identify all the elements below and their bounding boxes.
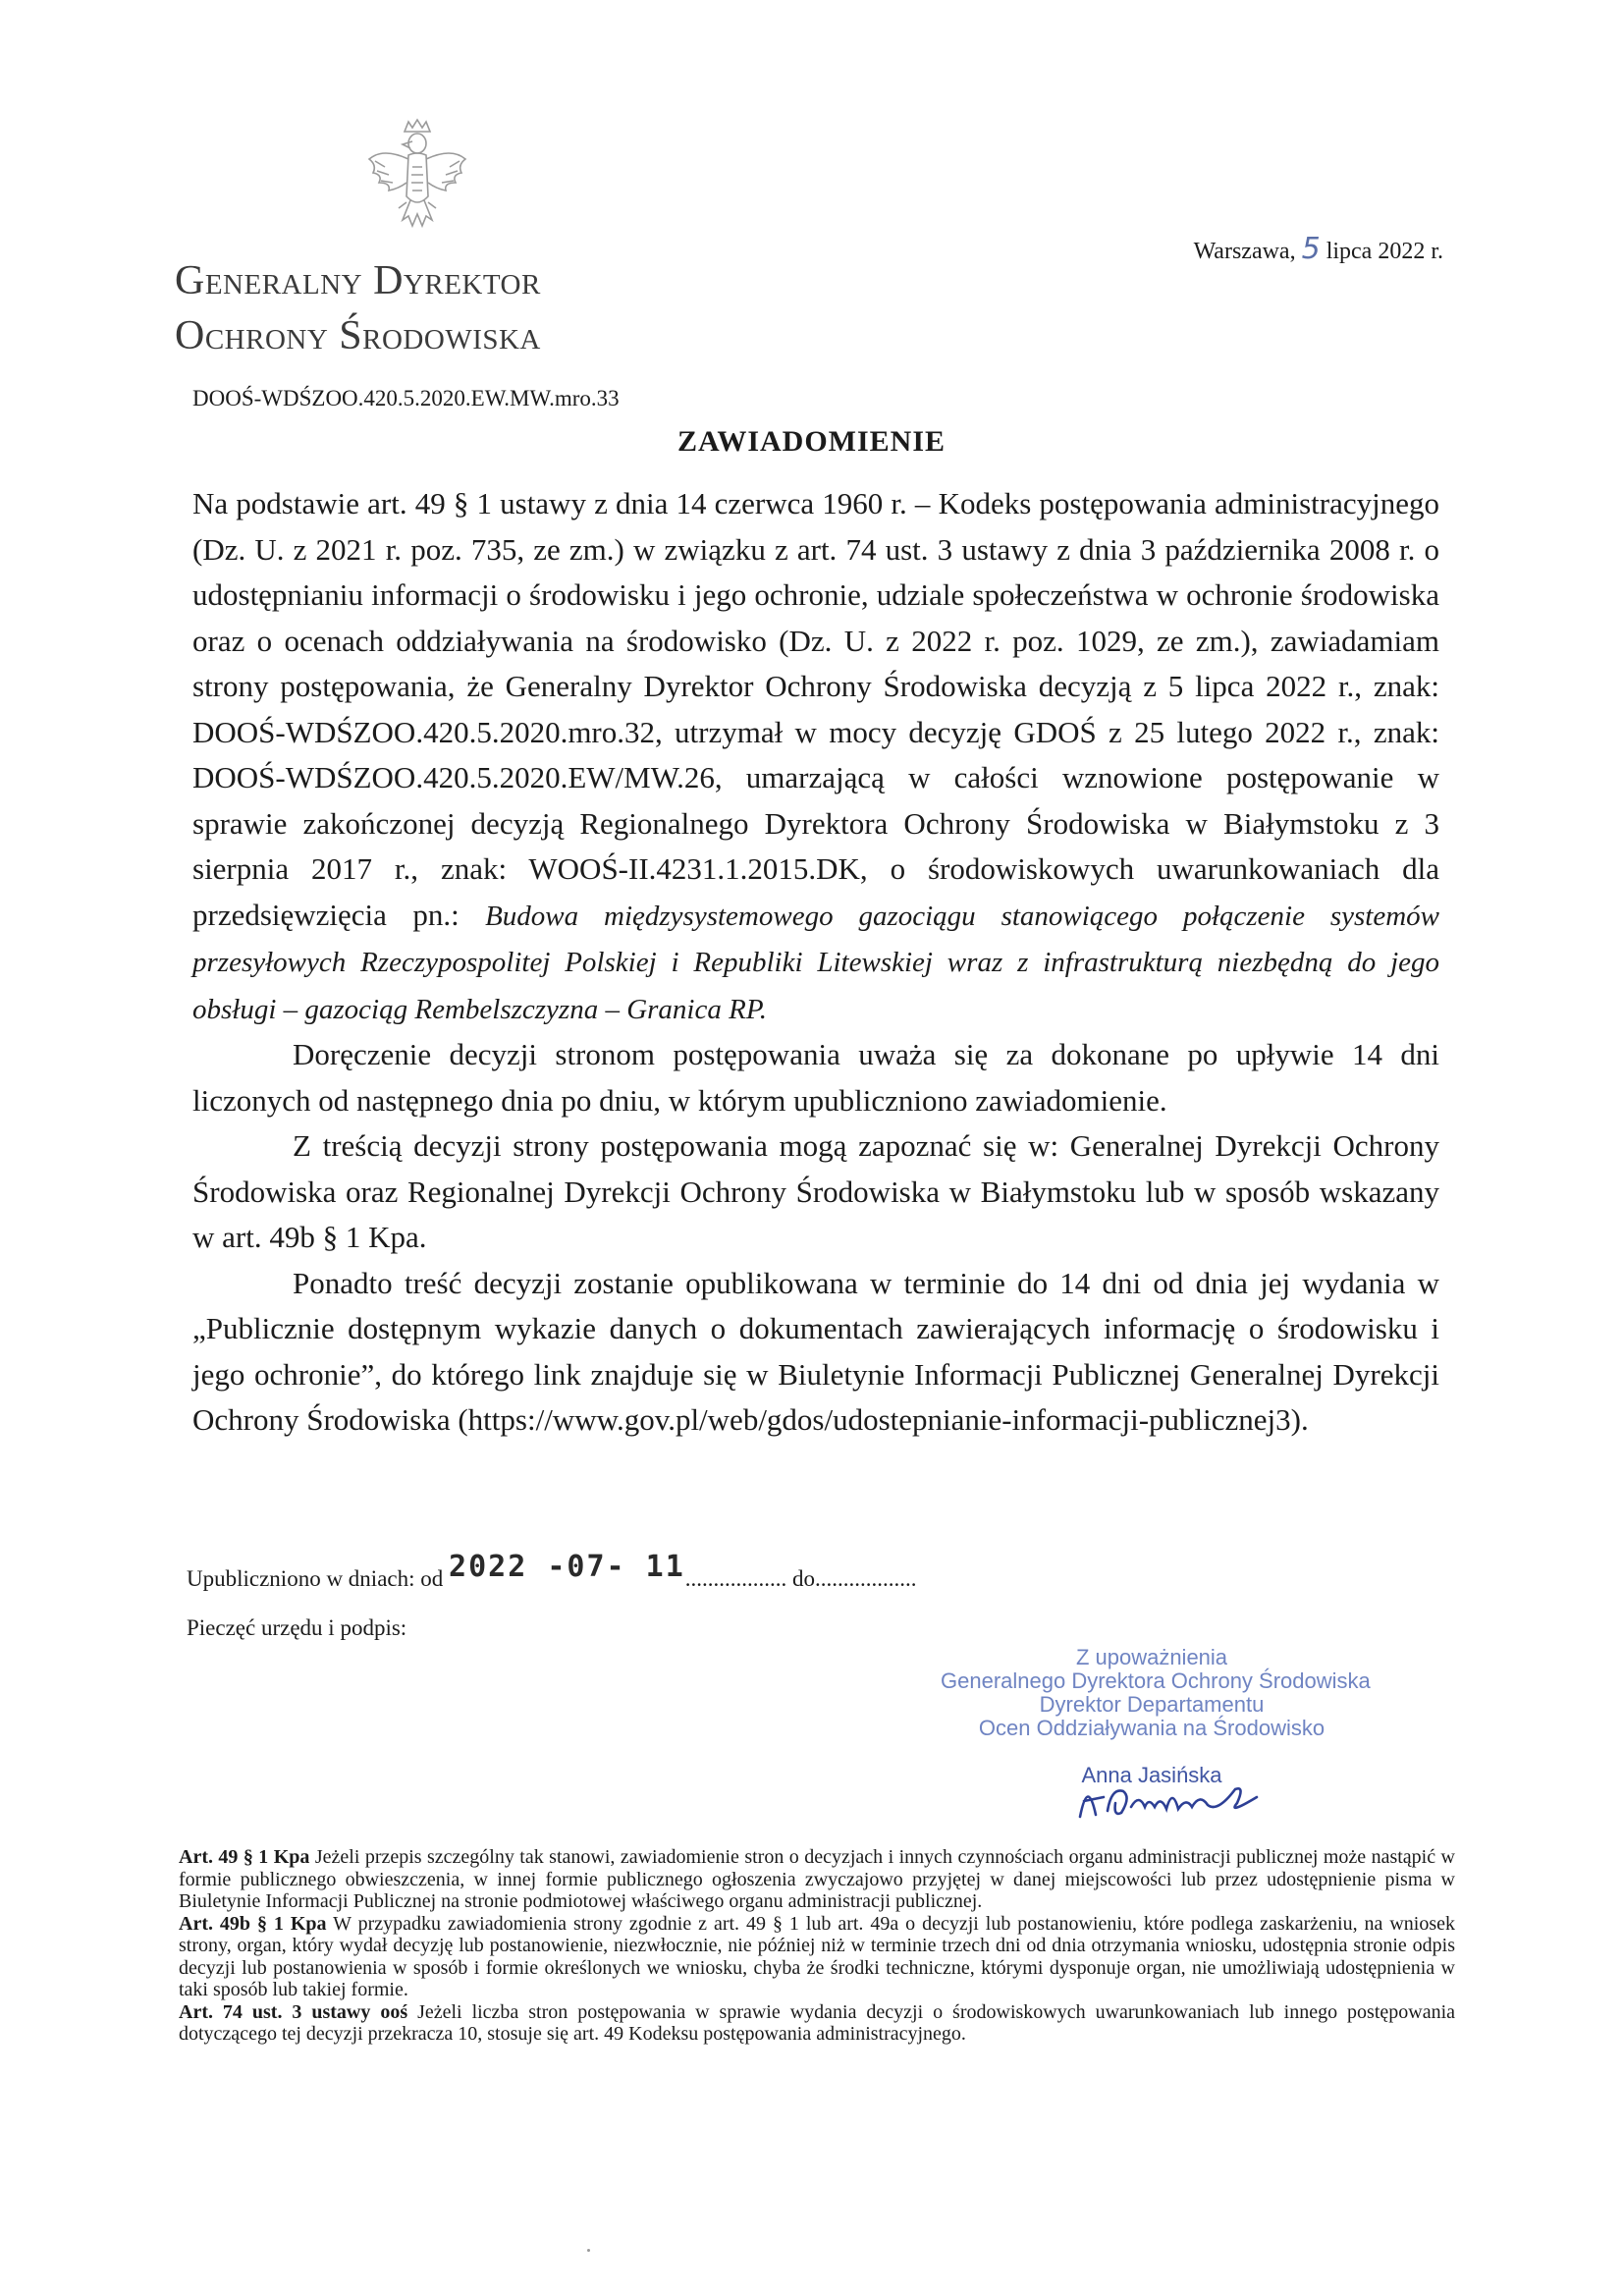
paragraph-2: Doręczenie decyzji stronom postępowania uważa się za dokonane po upływie 14 dni liczonych od następnego dnia po dniu, w którym upubliczniono zawiadomienie. (192, 1037, 1439, 1118)
seal-label: Pieczęć urzędu i podpis: (187, 1615, 407, 1640)
footnote-3-text: Jeżeli liczba stron postępowania w sprawie wydania decyzji o środowiskowych uwarunkowaniach lub innego postępowania dotyczącego tej decyzji przekracza 10, stosuje się art. 49 Kodeksu postępowania administracyjnego. (179, 2000, 1456, 2045)
footnote-2-label: Art. 49b § 1 Kpa (179, 1912, 327, 1935)
publication-from-date: 2022 -07- 11 (449, 1550, 685, 1584)
paragraph-4: Ponadto treść decyzji zostanie opublikowana w terminie do 14 dni od dnia jej wydania w „Publicznie dostępnym wykazie danych o dokumentach zawierających informację o środowisku i jego ochronie”, do którego link znajduje się w Biuletynie Informacji Publicznej Generalnej Dyrekcji Ochrony Środowiska (https://www.gov.pl/web/gdos/udostepnianie-informacji-publicznej3). (192, 1265, 1439, 1437)
place-prefix: Warszawa, (1193, 239, 1296, 264)
organization-heading (175, 253, 541, 363)
document-reference: DOOŚ-WDŚZOO.420.5.2020.EW.MW.mro.33 (192, 386, 620, 410)
project-name: Budowa międzysystemowego gazociągu stanowiącego połączenie systemów przesyłowych Rzeczypospolitej Polskiej i Republiki Litewskiej wraz z infrastrukturą niezbędną do jego obsługi – gazociąg Rembelszczyzna – Granica RP. (192, 900, 1439, 1025)
authorization-stamp (941, 1645, 1371, 1787)
paragraph-1 (192, 481, 1439, 1032)
legal-footnotes (179, 1846, 1455, 2046)
footnote-1 (179, 1846, 1455, 1913)
footnote-3-label: Art. 74 ust. 3 ustawy ooś (179, 2000, 408, 2023)
handwritten-signature-icon (1070, 1768, 1276, 1827)
publication-dates (187, 1550, 917, 1594)
stamp-line-4: Ocen Oddziaływania na Środowisko (978, 1716, 1325, 1740)
footnote-3 (179, 2001, 1455, 2046)
paragraph-3: Z treścią decyzji strony postępowania mogą zapoznać się w: Generalnej Dyrekcji Ochrony Środowiska oraz Regionalnej Dyrekcji Ochrony Środowiska w Białymstoku lub w sposób wskazany w art. 49b § 1 Kpa. (192, 1128, 1439, 1254)
stamp-line-1: Z upoważnienia (1075, 1645, 1228, 1669)
footnote-1-text: Jeżeli przepis szczególny tak stanowi, zawiadomienie stron o decyzjach i innych czynnościach organu administracji publicznej może nastąpić w formie publicznego obwieszczenia, w innej formie publicznego ogłoszenia zwyczajowo przyjętej w danej miejscowości lub przez udostępnienie pisma w Biuletynie Informacji Publicznej na stronie podmiotowej właściwego organu administracji publicznej. (179, 1846, 1455, 1912)
paragraph-1-text: Na podstawie art. 49 § 1 ustawy z dnia 14 czerwca 1960 r. – Kodeks postępowania administracyjnego (Dz. U. z 2021 r. poz. 735, ze zm.) w związku z art. 74 ust. 3 ustawy z dnia 3 października 2008 r. o udostępnianiu informacji o środowisku i jego ochronie, udziale społeczeństwa w ochronie środowiska oraz o ocenach oddziaływania na środowisko (Dz. U. z 2022 r. poz. 1029, ze zm.), zawiadamiam strony postępowania, że Generalny Dyrektor Ochrony Środowiska decyzją z 5 lipca 2022 r., znak: DOOŚ-WDŚZOO.420.5.2020.mro.32, utrzymał w mocy decyzję GDOŚ z 25 lutego 2022 r., znak: DOOŚ-WDŚZOO.420.5.2020.EW/MW.26, umarzającą w całości wznowione postępowanie w sprawie zakończonej decyzją Regionalnego Dyrektora Ochrony Środowiska w Białymstoku z 3 sierpnia 2017 r., znak: WOOŚ-II.4231.1.2015.DK, o środowiskowych uwarunkowaniach dla przedsięwzięcia pn.: (192, 486, 1439, 932)
handwritten-day: 5 (1301, 232, 1321, 266)
date-rest: lipca 2022 r. (1325, 239, 1443, 264)
eagle-emblem-icon (363, 118, 471, 241)
footnote-2-text: W przypadku zawiadomienia strony zgodnie z art. 49 § 1 lub art. 49a o decyzji lub postanowieniu, które podlega zaskarżeniu, na wniosek strony, organ, który wydał decyzję lub postanowienie, niezwłocznie, nie później niż w terminie trzech dni od dnia otrzymania wniosku, udostępnia stronie odpis decyzji lub postanowienia w sposób i formie określonych we wniosku, chyba że środki techniczne, którymi dysponuje organ, nie umożliwiają udostępnienia w taki sposób lub takiej formie. (179, 1912, 1455, 2000)
to-label: do (792, 1566, 816, 1591)
org-line-2: Ochrony Środowiska (175, 313, 541, 358)
place-and-date (1194, 232, 1443, 266)
org-line-1: Generalny Dyrektor (175, 258, 541, 303)
stamp-line-3: Dyrektor Departamentu (1039, 1692, 1265, 1717)
document-body (192, 481, 1439, 1444)
stamp-line-2: Generalnego Dyrektora Ochrony Środowiska (941, 1668, 1371, 1693)
to-dots: .................. (815, 1566, 917, 1591)
from-dots: .................. (684, 1566, 787, 1591)
publication-label: Upubliczniono w dniach: od (187, 1566, 444, 1591)
footnote-1-label: Art. 49 § 1 Kpa (179, 1846, 310, 1868)
scan-speck (587, 2249, 590, 2252)
stamp-name: Anna Jasińska (1081, 1763, 1222, 1787)
footnote-2 (179, 1913, 1455, 2001)
document-title: ZAWIADOMIENIE (676, 425, 947, 458)
